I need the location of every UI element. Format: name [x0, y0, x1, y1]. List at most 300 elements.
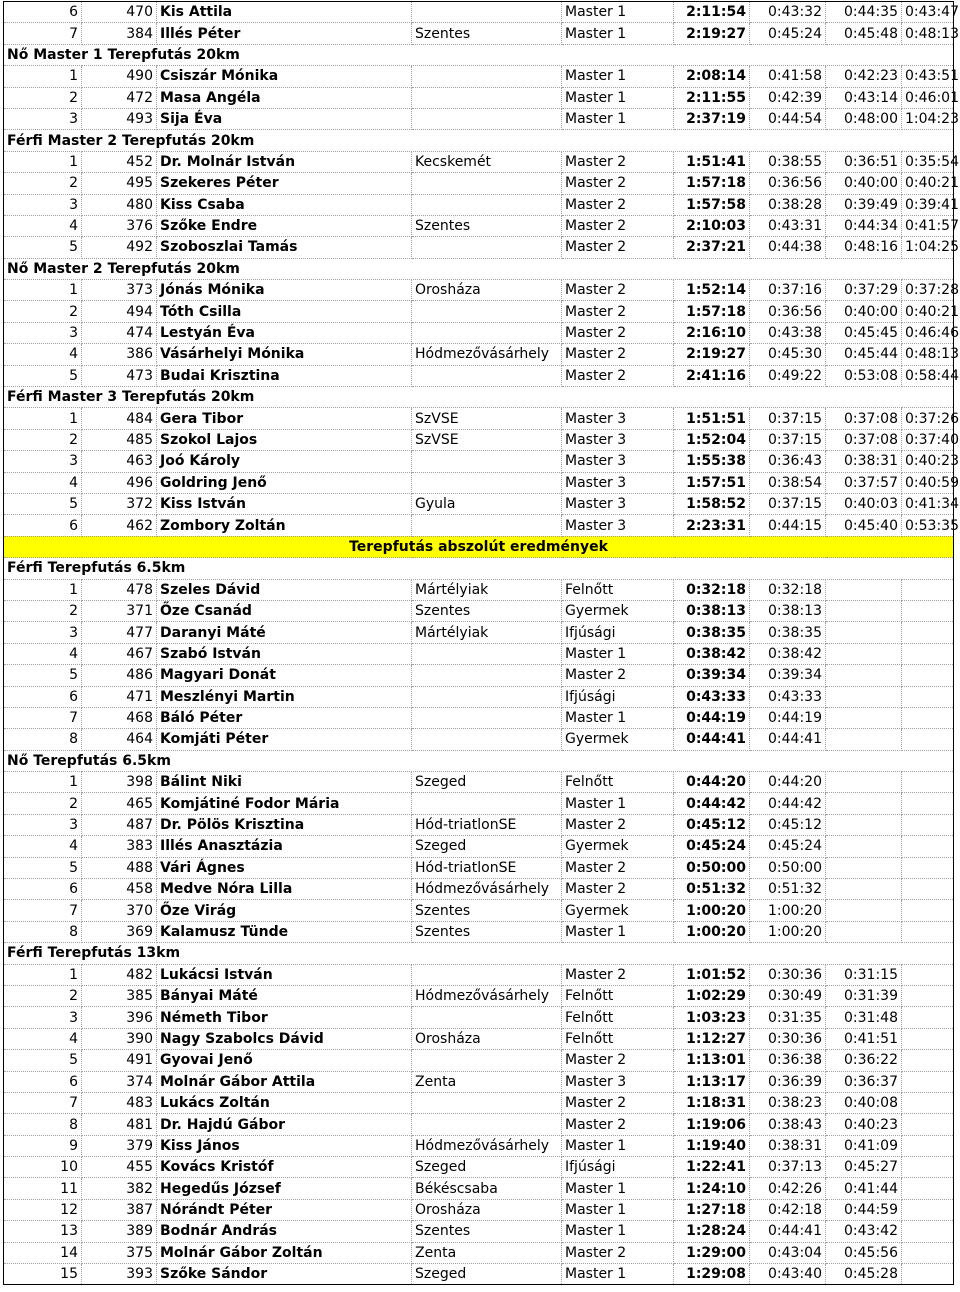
lap2-time-cell: 0:39:49: [826, 194, 902, 215]
club-cell: SzVSE: [412, 408, 562, 429]
name-cell: Medve Nóra Lilla: [157, 879, 412, 900]
lap1-time-cell: 0:31:35: [750, 1007, 826, 1028]
result-row: [4, 515, 954, 536]
name-cell: Illés Péter: [157, 23, 412, 44]
club-cell: Hód-triatlonSE: [412, 857, 562, 878]
name-cell: Tóth Csilla: [157, 301, 412, 322]
lap1-time-cell: 0:38:13: [750, 600, 826, 621]
result-row: [4, 1264, 954, 1285]
lap1-time-cell: 0:36:56: [750, 301, 826, 322]
lap2-time-cell: 0:48:16: [826, 237, 902, 258]
name-cell: Szőke Endre: [157, 215, 412, 236]
bib-cell: 374: [82, 1071, 157, 1092]
rank-cell: 6: [4, 1071, 82, 1092]
rank-cell: 1: [4, 408, 82, 429]
result-row: [4, 600, 954, 621]
name-cell: Lukács Zoltán: [157, 1092, 412, 1113]
bib-cell: 379: [82, 1135, 157, 1156]
lap2-time-cell: [826, 836, 902, 857]
lap2-time-cell: 0:45:45: [826, 322, 902, 343]
bib-cell: 372: [82, 493, 157, 514]
lap3-time-cell: [902, 1114, 954, 1135]
rank-cell: 5: [4, 365, 82, 386]
result-row: [4, 900, 954, 921]
bib-cell: 468: [82, 707, 157, 728]
result-row: [4, 1114, 954, 1135]
result-row: [4, 879, 954, 900]
rank-cell: 3: [4, 622, 82, 643]
bib-cell: 491: [82, 1050, 157, 1071]
bib-cell: 484: [82, 408, 157, 429]
bib-cell: 387: [82, 1199, 157, 1220]
lap1-time-cell: 0:44:42: [750, 793, 826, 814]
rank-cell: 2: [4, 173, 82, 194]
club-cell: [412, 322, 562, 343]
total-time-cell: 2:41:16: [674, 365, 750, 386]
result-row: [4, 1199, 954, 1220]
total-time-cell: 2:08:14: [674, 66, 750, 87]
bib-cell: 474: [82, 322, 157, 343]
name-cell: Kiss Csaba: [157, 194, 412, 215]
lap1-time-cell: 0:36:43: [750, 451, 826, 472]
bib-cell: 373: [82, 280, 157, 301]
lap2-time-cell: [826, 686, 902, 707]
lap3-time-cell: 0:48:13: [902, 23, 954, 44]
club-cell: Szeged: [412, 1157, 562, 1178]
total-time-cell: 1:12:27: [674, 1028, 750, 1049]
bib-cell: 467: [82, 643, 157, 664]
lap3-time-cell: [902, 1178, 954, 1199]
lap2-time-cell: 0:37:08: [826, 429, 902, 450]
rank-cell: 13: [4, 1221, 82, 1242]
lap1-time-cell: 0:44:19: [750, 707, 826, 728]
result-row: [4, 151, 954, 172]
category-cell: Ifjúsági: [562, 1157, 674, 1178]
lap2-time-cell: 0:48:00: [826, 108, 902, 129]
category-cell: Master 2: [562, 301, 674, 322]
result-row: [4, 579, 954, 600]
lap3-time-cell: 0:35:54: [902, 151, 954, 172]
rank-cell: 2: [4, 985, 82, 1006]
rank-cell: 7: [4, 1092, 82, 1113]
result-row: [4, 301, 954, 322]
lap3-time-cell: 0:40:21: [902, 173, 954, 194]
lap3-time-cell: [902, 985, 954, 1006]
result-row: [4, 429, 954, 450]
lap3-time-cell: [902, 1199, 954, 1220]
lap2-time-cell: 0:41:44: [826, 1178, 902, 1199]
name-cell: Szeles Dávid: [157, 579, 412, 600]
lap2-time-cell: 0:40:00: [826, 173, 902, 194]
rank-cell: 7: [4, 23, 82, 44]
name-cell: Zombory Zoltán: [157, 515, 412, 536]
total-time-cell: 1:29:00: [674, 1242, 750, 1263]
name-cell: Masa Angéla: [157, 87, 412, 108]
club-cell: [412, 1092, 562, 1113]
result-row: [4, 66, 954, 87]
rank-cell: 8: [4, 729, 82, 750]
bib-cell: 496: [82, 472, 157, 493]
club-cell: [412, 2, 562, 23]
name-cell: Gera Tibor: [157, 408, 412, 429]
bib-cell: 389: [82, 1221, 157, 1242]
bib-cell: 473: [82, 365, 157, 386]
rank-cell: 5: [4, 1050, 82, 1071]
lap2-time-cell: 0:40:00: [826, 301, 902, 322]
bib-cell: 480: [82, 194, 157, 215]
lap3-time-cell: [902, 643, 954, 664]
bib-cell: 485: [82, 429, 157, 450]
lap3-time-cell: 0:43:47: [902, 2, 954, 23]
club-cell: Szeged: [412, 1264, 562, 1285]
name-cell: Daranyi Máté: [157, 622, 412, 643]
total-time-cell: 2:10:03: [674, 215, 750, 236]
name-cell: Joó Károly: [157, 451, 412, 472]
rank-cell: 3: [4, 322, 82, 343]
bib-cell: 488: [82, 857, 157, 878]
category-cell: Master 1: [562, 2, 674, 23]
lap2-time-cell: 0:42:23: [826, 66, 902, 87]
total-time-cell: 1:51:51: [674, 408, 750, 429]
name-cell: Lukácsi István: [157, 964, 412, 985]
name-cell: Őze Csanád: [157, 600, 412, 621]
category-cell: Master 2: [562, 173, 674, 194]
lap3-time-cell: 0:40:23: [902, 451, 954, 472]
category-cell: Master 2: [562, 322, 674, 343]
name-cell: Szabó István: [157, 643, 412, 664]
category-cell: Master 2: [562, 365, 674, 386]
result-row: [4, 472, 954, 493]
category-cell: Gyermek: [562, 600, 674, 621]
rank-cell: 4: [4, 1028, 82, 1049]
category-header-row: [4, 44, 954, 65]
name-cell: Szőke Sándor: [157, 1264, 412, 1285]
category-cell: Master 2: [562, 1114, 674, 1135]
lap2-time-cell: 0:45:40: [826, 515, 902, 536]
total-time-cell: 1:18:31: [674, 1092, 750, 1113]
lap1-time-cell: 0:30:36: [750, 964, 826, 985]
total-time-cell: 0:43:33: [674, 686, 750, 707]
lap1-time-cell: 0:37:16: [750, 280, 826, 301]
result-row: [4, 322, 954, 343]
category-header-row: [4, 387, 954, 408]
total-time-cell: 0:39:34: [674, 665, 750, 686]
total-time-cell: 1:57:51: [674, 472, 750, 493]
name-cell: Sija Éva: [157, 108, 412, 129]
category-cell: Master 1: [562, 707, 674, 728]
total-time-cell: 1:57:18: [674, 173, 750, 194]
category-header-row: [4, 750, 954, 771]
lap3-time-cell: [902, 1264, 954, 1285]
category-cell: Master 1: [562, 23, 674, 44]
bib-cell: 369: [82, 921, 157, 942]
category-cell: Felnőtt: [562, 772, 674, 793]
lap2-time-cell: [826, 665, 902, 686]
category-cell: Master 1: [562, 921, 674, 942]
category-header: Nő Master 2 Terepfutás 20km: [4, 258, 954, 279]
lap1-time-cell: 0:30:36: [750, 1028, 826, 1049]
lap2-time-cell: [826, 643, 902, 664]
total-time-cell: 2:37:21: [674, 237, 750, 258]
bib-cell: 462: [82, 515, 157, 536]
total-time-cell: 2:16:10: [674, 322, 750, 343]
category-cell: Master 2: [562, 964, 674, 985]
lap1-time-cell: 0:37:15: [750, 493, 826, 514]
result-row: [4, 87, 954, 108]
lap2-time-cell: [826, 900, 902, 921]
rank-cell: 2: [4, 429, 82, 450]
lap2-time-cell: 0:43:14: [826, 87, 902, 108]
lap1-time-cell: 0:43:33: [750, 686, 826, 707]
lap1-time-cell: 0:45:24: [750, 23, 826, 44]
lap2-time-cell: [826, 707, 902, 728]
lap1-time-cell: 0:43:31: [750, 215, 826, 236]
bib-cell: 492: [82, 237, 157, 258]
lap2-time-cell: [826, 879, 902, 900]
rank-cell: 4: [4, 643, 82, 664]
lap2-time-cell: [826, 772, 902, 793]
lap2-time-cell: [826, 921, 902, 942]
lap1-time-cell: 0:43:38: [750, 322, 826, 343]
club-cell: Békéscsaba: [412, 1178, 562, 1199]
result-row: [4, 23, 954, 44]
category-cell: Master 3: [562, 515, 674, 536]
lap1-time-cell: 0:38:55: [750, 151, 826, 172]
rank-cell: 1: [4, 66, 82, 87]
lap2-time-cell: 0:37:08: [826, 408, 902, 429]
results-body: [4, 2, 959, 1285]
lap3-time-cell: [902, 1028, 954, 1049]
lap3-time-cell: [902, 622, 954, 643]
lap1-time-cell: 0:50:00: [750, 857, 826, 878]
club-cell: [412, 686, 562, 707]
bib-cell: 494: [82, 301, 157, 322]
club-cell: Hód-triatlonSE: [412, 814, 562, 835]
bib-cell: 386: [82, 344, 157, 365]
rank-cell: 3: [4, 1007, 82, 1028]
category-cell: Master 1: [562, 66, 674, 87]
category-cell: Master 2: [562, 814, 674, 835]
category-cell: Felnőtt: [562, 985, 674, 1006]
rank-cell: 2: [4, 301, 82, 322]
total-time-cell: 1:13:01: [674, 1050, 750, 1071]
club-cell: Zenta: [412, 1071, 562, 1092]
lap3-time-cell: 0:48:13: [902, 344, 954, 365]
name-cell: Kiss István: [157, 493, 412, 514]
bib-cell: 370: [82, 900, 157, 921]
bib-cell: 452: [82, 151, 157, 172]
category-cell: Master 1: [562, 1264, 674, 1285]
lap3-time-cell: 0:58:44: [902, 365, 954, 386]
lap3-time-cell: [902, 686, 954, 707]
result-row: [4, 686, 954, 707]
club-cell: Szentes: [412, 1221, 562, 1242]
lap1-time-cell: 0:36:39: [750, 1071, 826, 1092]
bib-cell: 382: [82, 1178, 157, 1199]
rank-cell: 1: [4, 964, 82, 985]
lap1-time-cell: 0:38:31: [750, 1135, 826, 1156]
lap1-time-cell: 0:42:26: [750, 1178, 826, 1199]
name-cell: Molnár Gábor Zoltán: [157, 1242, 412, 1263]
result-row: [4, 857, 954, 878]
rank-cell: 6: [4, 879, 82, 900]
club-cell: Hódmezővásárhely: [412, 1135, 562, 1156]
lap3-time-cell: [902, 1007, 954, 1028]
total-time-cell: 0:44:41: [674, 729, 750, 750]
lap2-time-cell: 0:36:22: [826, 1050, 902, 1071]
club-cell: [412, 964, 562, 985]
club-cell: [412, 365, 562, 386]
rank-cell: 11: [4, 1178, 82, 1199]
bib-cell: 481: [82, 1114, 157, 1135]
club-cell: [412, 665, 562, 686]
rank-cell: 6: [4, 686, 82, 707]
result-row: [4, 408, 954, 429]
category-cell: Master 1: [562, 793, 674, 814]
bib-cell: 390: [82, 1028, 157, 1049]
bib-cell: 471: [82, 686, 157, 707]
rank-cell: 1: [4, 151, 82, 172]
bib-cell: 490: [82, 66, 157, 87]
rank-cell: 8: [4, 1114, 82, 1135]
lap3-time-cell: 0:43:51: [902, 66, 954, 87]
lap3-time-cell: [902, 729, 954, 750]
rank-cell: 3: [4, 108, 82, 129]
total-time-cell: 0:45:12: [674, 814, 750, 835]
lap1-time-cell: 0:38:42: [750, 643, 826, 664]
lap1-time-cell: 0:44:54: [750, 108, 826, 129]
total-time-cell: 1:24:10: [674, 1178, 750, 1199]
result-row: [4, 1178, 954, 1199]
club-cell: [412, 301, 562, 322]
club-cell: SzVSE: [412, 429, 562, 450]
club-cell: [412, 451, 562, 472]
total-time-cell: 1:01:52: [674, 964, 750, 985]
category-cell: Felnőtt: [562, 579, 674, 600]
name-cell: Meszlényi Martin: [157, 686, 412, 707]
total-time-cell: 1:19:40: [674, 1135, 750, 1156]
rank-cell: 5: [4, 857, 82, 878]
lap1-time-cell: 0:44:41: [750, 729, 826, 750]
result-row: [4, 280, 954, 301]
rank-cell: 5: [4, 493, 82, 514]
category-cell: Ifjúsági: [562, 686, 674, 707]
result-row: [4, 237, 954, 258]
rank-cell: 15: [4, 1264, 82, 1285]
lap2-time-cell: 0:44:35: [826, 2, 902, 23]
rank-cell: 12: [4, 1199, 82, 1220]
rank-cell: 1: [4, 772, 82, 793]
result-row: [4, 344, 954, 365]
lap1-time-cell: 0:44:41: [750, 1221, 826, 1242]
total-time-cell: 1:19:06: [674, 1114, 750, 1135]
rank-cell: 7: [4, 900, 82, 921]
category-cell: Master 2: [562, 1050, 674, 1071]
lap1-time-cell: 0:37:15: [750, 429, 826, 450]
name-cell: Csiszár Mónika: [157, 66, 412, 87]
category-header: Férfi Terepfutás 6.5km: [4, 558, 954, 579]
club-cell: Szentes: [412, 921, 562, 942]
club-cell: Mártélyiak: [412, 579, 562, 600]
lap2-time-cell: 0:44:34: [826, 215, 902, 236]
total-time-cell: 1:27:18: [674, 1199, 750, 1220]
lap3-time-cell: [902, 1157, 954, 1178]
category-header: Férfi Terepfutás 13km: [4, 943, 954, 964]
total-time-cell: 1:55:38: [674, 451, 750, 472]
result-row: [4, 665, 954, 686]
rank-cell: 4: [4, 215, 82, 236]
total-time-cell: 0:38:13: [674, 600, 750, 621]
lap3-time-cell: 0:46:01: [902, 87, 954, 108]
lap3-time-cell: 0:41:34: [902, 493, 954, 514]
lap2-time-cell: 0:45:56: [826, 1242, 902, 1263]
category-header: Nő Terepfutás 6.5km: [4, 750, 954, 771]
total-time-cell: 0:44:20: [674, 772, 750, 793]
result-row: [4, 921, 954, 942]
bib-cell: 470: [82, 2, 157, 23]
club-cell: [412, 1050, 562, 1071]
lap1-time-cell: 0:36:38: [750, 1050, 826, 1071]
total-time-cell: 1:28:24: [674, 1221, 750, 1242]
lap1-time-cell: 0:45:12: [750, 814, 826, 835]
lap2-time-cell: 0:37:29: [826, 280, 902, 301]
total-time-cell: 1:22:41: [674, 1157, 750, 1178]
total-time-cell: 0:45:24: [674, 836, 750, 857]
club-cell: [412, 472, 562, 493]
total-time-cell: 0:51:32: [674, 879, 750, 900]
lap2-time-cell: 0:45:27: [826, 1157, 902, 1178]
rank-cell: 3: [4, 194, 82, 215]
category-header: Férfi Master 2 Terepfutás 20km: [4, 130, 954, 151]
club-cell: [412, 1007, 562, 1028]
lap1-time-cell: 0:51:32: [750, 879, 826, 900]
result-row: [4, 1092, 954, 1113]
rank-cell: 2: [4, 793, 82, 814]
lap2-time-cell: 0:31:48: [826, 1007, 902, 1028]
result-row: [4, 194, 954, 215]
category-cell: Master 3: [562, 451, 674, 472]
total-time-cell: 1:57:58: [674, 194, 750, 215]
total-time-cell: 0:38:35: [674, 622, 750, 643]
result-row: [4, 622, 954, 643]
lap2-time-cell: 0:40:08: [826, 1092, 902, 1113]
name-cell: Bálint Niki: [157, 772, 412, 793]
lap2-time-cell: 0:53:08: [826, 365, 902, 386]
club-cell: [412, 237, 562, 258]
name-cell: Bodnár András: [157, 1221, 412, 1242]
result-row: [4, 707, 954, 728]
total-time-cell: 1:58:52: [674, 493, 750, 514]
rank-cell: 4: [4, 472, 82, 493]
lap3-time-cell: 0:40:21: [902, 301, 954, 322]
result-row: [4, 1007, 954, 1028]
bib-cell: 398: [82, 772, 157, 793]
lap1-time-cell: 0:43:32: [750, 2, 826, 23]
result-row: [4, 451, 954, 472]
lap3-time-cell: 0:37:26: [902, 408, 954, 429]
total-time-cell: 1:51:41: [674, 151, 750, 172]
club-cell: [412, 515, 562, 536]
name-cell: Nórándt Péter: [157, 1199, 412, 1220]
bib-cell: 458: [82, 879, 157, 900]
category-cell: Master 1: [562, 87, 674, 108]
category-cell: Master 1: [562, 1221, 674, 1242]
lap3-time-cell: [902, 964, 954, 985]
lap2-time-cell: 0:41:51: [826, 1028, 902, 1049]
result-row: [4, 1028, 954, 1049]
category-cell: Master 3: [562, 472, 674, 493]
result-row: [4, 729, 954, 750]
